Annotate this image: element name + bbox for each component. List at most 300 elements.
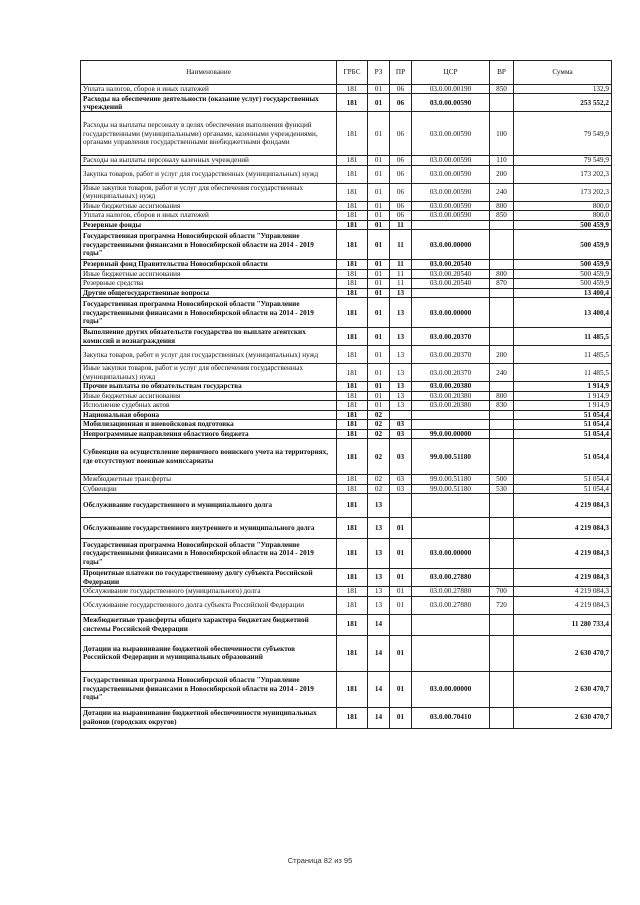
- cell-pr: 01: [390, 596, 412, 614]
- table-row: [81, 614, 612, 635]
- cell-vr: 530: [490, 484, 514, 493]
- cell-name: Субвенции на осуществление первичного воинского учета на территориях, где отсутствуют военные комиссариаты: [81, 439, 337, 475]
- cell-name: Обслуживание государственного и муниципального долга: [81, 494, 337, 518]
- cell-pr: 11: [390, 230, 412, 260]
- cell-csr: 03.0.00.00590: [412, 94, 490, 112]
- cell-name: Непрограммные направления областного бюджета: [81, 429, 337, 438]
- cell-sum: 4 219 084,3: [514, 518, 612, 539]
- cell-csr: 03.0.00.20380: [412, 382, 490, 391]
- cell-csr: 03.0.00.20370: [412, 346, 490, 364]
- cell-pr: 13: [390, 328, 412, 346]
- cell-grbs: 181: [337, 201, 368, 210]
- cell-vr: 200: [490, 165, 514, 183]
- cell-sum: 11 280 733,4: [514, 614, 612, 635]
- budget-table-sheet: [80, 60, 611, 729]
- cell-rz: 01: [368, 94, 390, 112]
- cell-vr: 830: [490, 401, 514, 410]
- cell-pr: 11: [390, 269, 412, 278]
- table-row: [81, 346, 612, 364]
- cell-name: Уплата налогов, сборов и иных платежей: [81, 85, 337, 94]
- cell-csr: 03.0.00.20380: [412, 391, 490, 400]
- table-row: [81, 288, 612, 297]
- cell-rz: 14: [368, 614, 390, 635]
- cell-vr: 100: [490, 112, 514, 156]
- cell-name: Резервные фонды: [81, 220, 337, 229]
- table-row: [81, 439, 612, 475]
- table-row: [81, 401, 612, 410]
- cell-vr: 200: [490, 346, 514, 364]
- cell-pr: 13: [390, 382, 412, 391]
- cell-sum: 253 552,2: [514, 94, 612, 112]
- cell-rz: 02: [368, 439, 390, 475]
- cell-sum: 500 459,9: [514, 230, 612, 260]
- cell-vr: [490, 439, 514, 475]
- cell-name: Расходы на выплаты персоналу в целях обеспечения выполнения функций государственными (муниципальными) органами, казенными учреждениями, органами управления государственными внебюджетными фондами: [81, 112, 337, 156]
- cell-sum: 79 549,9: [514, 156, 612, 165]
- cell-rz: 01: [368, 269, 390, 278]
- cell-pr: 03: [390, 475, 412, 484]
- cell-sum: 500 459,9: [514, 269, 612, 278]
- cell-pr: 01: [390, 635, 412, 671]
- cell-vr: [490, 539, 514, 569]
- cell-vr: 850: [490, 85, 514, 94]
- cell-pr: 03: [390, 429, 412, 438]
- cell-grbs: 181: [337, 220, 368, 229]
- header-name: Наименование: [81, 61, 337, 85]
- cell-name: Расходы на выплаты персоналу казенных учреждений: [81, 156, 337, 165]
- cell-name: Иные бюджетные ассигнования: [81, 201, 337, 210]
- cell-grbs: 181: [337, 671, 368, 707]
- cell-vr: [490, 518, 514, 539]
- table-row: [81, 382, 612, 391]
- cell-vr: [490, 410, 514, 419]
- table-row: [81, 596, 612, 614]
- cell-sum: 132,9: [514, 85, 612, 94]
- cell-rz: 01: [368, 165, 390, 183]
- cell-name: Государственная программа Новосибирской области "Управление государственными финансами в Новосибирской области на 2014 - 2019 годы": [81, 539, 337, 569]
- cell-grbs: 181: [337, 279, 368, 288]
- cell-csr: 03.0.00.00000: [412, 539, 490, 569]
- table-row: [81, 635, 612, 671]
- cell-pr: 03: [390, 484, 412, 493]
- cell-rz: 01: [368, 112, 390, 156]
- cell-csr: [412, 518, 490, 539]
- header-sum: Сумма: [514, 61, 612, 85]
- cell-csr: [412, 420, 490, 429]
- cell-rz: 01: [368, 201, 390, 210]
- cell-grbs: 181: [337, 494, 368, 518]
- cell-sum: 2 630 470,7: [514, 671, 612, 707]
- cell-sum: 4 219 084,3: [514, 569, 612, 587]
- table-row: [81, 165, 612, 183]
- cell-rz: 01: [368, 391, 390, 400]
- cell-pr: 06: [390, 211, 412, 220]
- cell-name: Субвенции: [81, 484, 337, 493]
- cell-rz: 02: [368, 475, 390, 484]
- cell-csr: 03.0.00.00000: [412, 671, 490, 707]
- cell-csr: 03.0.00.00590: [412, 201, 490, 210]
- cell-rz: 14: [368, 671, 390, 707]
- cell-sum: 13 400,4: [514, 288, 612, 297]
- cell-pr: 06: [390, 183, 412, 201]
- cell-vr: 870: [490, 279, 514, 288]
- cell-vr: [490, 494, 514, 518]
- table-row: [81, 475, 612, 484]
- cell-name: Государственная программа Новосибирской области "Управление государственными финансами в Новосибирской области на 2014 - 2019 годы": [81, 298, 337, 328]
- cell-pr: 01: [390, 707, 412, 728]
- cell-name: Обслуживание государственного (муниципального) долга: [81, 587, 337, 596]
- cell-vr: [490, 298, 514, 328]
- cell-grbs: 181: [337, 288, 368, 297]
- table-row: [81, 364, 612, 382]
- table-row: [81, 671, 612, 707]
- cell-rz: 01: [368, 298, 390, 328]
- cell-pr: 03: [390, 439, 412, 475]
- cell-name: Государственная программа Новосибирской области "Управление государственными финансами в Новосибирской области на 2014 - 2019 годы": [81, 230, 337, 260]
- cell-pr: [390, 494, 412, 518]
- cell-sum: 500 459,9: [514, 220, 612, 229]
- cell-grbs: 181: [337, 475, 368, 484]
- cell-sum: 4 219 084,3: [514, 587, 612, 596]
- cell-name: Межбюджетные трансферты: [81, 475, 337, 484]
- cell-grbs: 181: [337, 112, 368, 156]
- cell-name: Иные бюджетные ассигнования: [81, 269, 337, 278]
- cell-sum: 1 914,9: [514, 382, 612, 391]
- cell-name: Уплата налогов, сборов и иных платежей: [81, 211, 337, 220]
- table-row: [81, 429, 612, 438]
- cell-sum: 500 459,9: [514, 279, 612, 288]
- cell-rz: 02: [368, 410, 390, 419]
- cell-sum: 11 485,5: [514, 364, 612, 382]
- cell-sum: 800,0: [514, 211, 612, 220]
- cell-csr: 03.0.00.20380: [412, 401, 490, 410]
- cell-pr: 06: [390, 112, 412, 156]
- cell-vr: [490, 707, 514, 728]
- cell-name: Национальная оборона: [81, 410, 337, 419]
- cell-vr: 240: [490, 183, 514, 201]
- cell-csr: 99.0.00.00000: [412, 429, 490, 438]
- cell-rz: 01: [368, 85, 390, 94]
- cell-rz: 02: [368, 484, 390, 493]
- table-row: [81, 156, 612, 165]
- cell-name: Иные закупки товаров, работ и услуг для обеспечения государственных (муниципальных) нужд: [81, 364, 337, 382]
- cell-csr: 99.0.00.51180: [412, 475, 490, 484]
- cell-name: Расходы на обеспечение деятельности (оказание услуг) государственных учреждений: [81, 94, 337, 112]
- table-row: [81, 201, 612, 210]
- cell-grbs: 181: [337, 346, 368, 364]
- cell-rz: 01: [368, 346, 390, 364]
- cell-pr: 01: [390, 539, 412, 569]
- cell-sum: 4 219 084,3: [514, 539, 612, 569]
- table-row: [81, 420, 612, 429]
- cell-rz: 13: [368, 596, 390, 614]
- table-row: [81, 279, 612, 288]
- cell-rz: 01: [368, 230, 390, 260]
- cell-pr: 01: [390, 587, 412, 596]
- cell-vr: [490, 429, 514, 438]
- cell-pr: 13: [390, 346, 412, 364]
- header-grbs: ГРБС: [337, 61, 368, 85]
- table-row: [81, 298, 612, 328]
- cell-pr: 01: [390, 671, 412, 707]
- cell-grbs: 181: [337, 211, 368, 220]
- cell-grbs: 181: [337, 298, 368, 328]
- cell-rz: 01: [368, 364, 390, 382]
- cell-sum: 1 914,9: [514, 401, 612, 410]
- cell-name: Межбюджетные трансферты общего характера бюджетам бюджетной системы Российской Федерации: [81, 614, 337, 635]
- cell-vr: [490, 328, 514, 346]
- cell-rz: 01: [368, 183, 390, 201]
- cell-pr: 11: [390, 260, 412, 269]
- cell-rz: 01: [368, 211, 390, 220]
- cell-pr: 01: [390, 518, 412, 539]
- cell-grbs: 181: [337, 429, 368, 438]
- cell-sum: 13 400,4: [514, 298, 612, 328]
- cell-sum: 51 054,4: [514, 475, 612, 484]
- cell-csr: 03.0.00.00000: [412, 298, 490, 328]
- header-csr: ЦСР: [412, 61, 490, 85]
- table-row: [81, 230, 612, 260]
- cell-pr: 13: [390, 364, 412, 382]
- cell-rz: 01: [368, 382, 390, 391]
- table-row: [81, 569, 612, 587]
- cell-csr: 03.0.00.00590: [412, 112, 490, 156]
- cell-grbs: 181: [337, 156, 368, 165]
- cell-rz: 13: [368, 539, 390, 569]
- cell-grbs: 181: [337, 85, 368, 94]
- cell-rz: 01: [368, 156, 390, 165]
- table-row: [81, 328, 612, 346]
- table-body: [81, 85, 612, 729]
- cell-vr: 800: [490, 201, 514, 210]
- header-pr: ПР: [390, 61, 412, 85]
- cell-csr: 03.0.00.00590: [412, 183, 490, 201]
- cell-rz: 01: [368, 279, 390, 288]
- cell-rz: 01: [368, 220, 390, 229]
- cell-name: Резервный фонд Правительства Новосибирской области: [81, 260, 337, 269]
- cell-pr: 13: [390, 288, 412, 297]
- cell-name: Резервные средства: [81, 279, 337, 288]
- cell-pr: 06: [390, 94, 412, 112]
- cell-grbs: 181: [337, 328, 368, 346]
- cell-name: Закупка товаров, работ и услуг для государственных (муниципальных) нужд: [81, 346, 337, 364]
- cell-grbs: 181: [337, 230, 368, 260]
- cell-csr: 03.0.00.00590: [412, 156, 490, 165]
- table-row: [81, 707, 612, 728]
- cell-vr: [490, 569, 514, 587]
- cell-vr: [490, 288, 514, 297]
- cell-rz: 13: [368, 587, 390, 596]
- cell-grbs: 181: [337, 587, 368, 596]
- header-vr: ВР: [490, 61, 514, 85]
- cell-vr: 500: [490, 475, 514, 484]
- cell-sum: 51 054,4: [514, 420, 612, 429]
- cell-sum: 2 630 470,7: [514, 635, 612, 671]
- cell-name: Закупка товаров, работ и услуг для государственных (муниципальных) нужд: [81, 165, 337, 183]
- cell-sum: 4 219 084,3: [514, 494, 612, 518]
- cell-sum: 173 202,3: [514, 183, 612, 201]
- cell-csr: [412, 410, 490, 419]
- cell-sum: 51 054,4: [514, 410, 612, 419]
- cell-name: Обслуживание государственного долга субъекта Российской Федерации: [81, 596, 337, 614]
- cell-name: Мобилизационная и вневойсковая подготовка: [81, 420, 337, 429]
- cell-csr: 03.0.00.27880: [412, 587, 490, 596]
- cell-csr: [412, 494, 490, 518]
- cell-grbs: 181: [337, 596, 368, 614]
- table-row: [81, 410, 612, 419]
- cell-sum: 2 630 470,7: [514, 707, 612, 728]
- cell-csr: [412, 614, 490, 635]
- cell-csr: 03.0.00.00590: [412, 211, 490, 220]
- cell-name: Процентные платежи по государственному долгу субъекта Российской Федерации: [81, 569, 337, 587]
- cell-vr: [490, 420, 514, 429]
- cell-vr: [490, 260, 514, 269]
- cell-pr: 13: [390, 298, 412, 328]
- cell-name: Иные закупки товаров, работ и услуг для обеспечения государственных (муниципальных) нужд: [81, 183, 337, 201]
- cell-name: Исполнение судебных актов: [81, 401, 337, 410]
- cell-sum: 173 202,3: [514, 165, 612, 183]
- table-row: [81, 183, 612, 201]
- cell-pr: 13: [390, 391, 412, 400]
- cell-pr: 06: [390, 201, 412, 210]
- cell-rz: 13: [368, 569, 390, 587]
- table-row: [81, 112, 612, 156]
- table-row: [81, 85, 612, 94]
- cell-rz: 01: [368, 260, 390, 269]
- cell-grbs: 181: [337, 382, 368, 391]
- cell-vr: [490, 230, 514, 260]
- cell-csr: 03.0.00.27880: [412, 596, 490, 614]
- cell-sum: 11 485,5: [514, 328, 612, 346]
- cell-pr: 06: [390, 85, 412, 94]
- cell-vr: 800: [490, 269, 514, 278]
- cell-csr: [412, 220, 490, 229]
- cell-pr: [390, 410, 412, 419]
- cell-sum: 11 485,5: [514, 346, 612, 364]
- cell-grbs: 181: [337, 260, 368, 269]
- cell-grbs: 181: [337, 569, 368, 587]
- cell-name: Дотации на выравнивание бюджетной обеспеченности муниципальных районов (городских округов): [81, 707, 337, 728]
- cell-rz: 13: [368, 518, 390, 539]
- cell-vr: [490, 635, 514, 671]
- cell-grbs: 181: [337, 707, 368, 728]
- header-rz: РЗ: [368, 61, 390, 85]
- cell-csr: 03.0.00.20540: [412, 269, 490, 278]
- cell-sum: 79 549,9: [514, 112, 612, 156]
- cell-rz: 14: [368, 707, 390, 728]
- cell-name: Дотации на выравнивание бюджетной обеспеченности субъектов Российской Федерации и муниципальных образований: [81, 635, 337, 671]
- cell-pr: 06: [390, 165, 412, 183]
- cell-pr: 03: [390, 420, 412, 429]
- cell-sum: 4 219 084,3: [514, 596, 612, 614]
- cell-rz: 02: [368, 420, 390, 429]
- cell-sum: 51 054,4: [514, 429, 612, 438]
- cell-sum: 1 914,9: [514, 391, 612, 400]
- cell-vr: 240: [490, 364, 514, 382]
- page-number: Страница 82 из 95: [287, 856, 353, 865]
- cell-vr: 720: [490, 596, 514, 614]
- cell-vr: 700: [490, 587, 514, 596]
- cell-csr: 99.0.00.51180: [412, 484, 490, 493]
- table-row: [81, 269, 612, 278]
- cell-pr: 11: [390, 279, 412, 288]
- cell-grbs: 181: [337, 420, 368, 429]
- cell-grbs: 181: [337, 269, 368, 278]
- table-row: [81, 484, 612, 493]
- cell-csr: [412, 288, 490, 297]
- cell-rz: 01: [368, 401, 390, 410]
- table-row: [81, 94, 612, 112]
- cell-sum: 500 459,9: [514, 260, 612, 269]
- cell-csr: [412, 635, 490, 671]
- cell-grbs: 181: [337, 614, 368, 635]
- cell-grbs: 181: [337, 484, 368, 493]
- cell-pr: 11: [390, 220, 412, 229]
- cell-grbs: 181: [337, 94, 368, 112]
- cell-rz: 13: [368, 494, 390, 518]
- cell-csr: 03.0.00.20370: [412, 364, 490, 382]
- cell-grbs: 181: [337, 364, 368, 382]
- cell-csr: 03.0.00.00000: [412, 230, 490, 260]
- cell-pr: 01: [390, 569, 412, 587]
- cell-name: Иные бюджетные ассигнования: [81, 391, 337, 400]
- cell-sum: 800,0: [514, 201, 612, 210]
- cell-grbs: 181: [337, 518, 368, 539]
- cell-vr: 850: [490, 211, 514, 220]
- cell-pr: 06: [390, 156, 412, 165]
- cell-csr: 03.0.00.00190: [412, 85, 490, 94]
- table-row: [81, 518, 612, 539]
- cell-name: Обслуживание государственного внутреннего и муниципального долга: [81, 518, 337, 539]
- cell-grbs: 181: [337, 439, 368, 475]
- table-row: [81, 391, 612, 400]
- cell-grbs: 181: [337, 410, 368, 419]
- cell-pr: 13: [390, 401, 412, 410]
- cell-vr: 110: [490, 156, 514, 165]
- cell-csr: 03.0.00.00590: [412, 165, 490, 183]
- cell-csr: 03.0.00.20540: [412, 260, 490, 269]
- cell-rz: 01: [368, 328, 390, 346]
- cell-name: Прочие выплаты по обязательствам государства: [81, 382, 337, 391]
- cell-vr: [490, 220, 514, 229]
- budget-table: [80, 60, 612, 729]
- table-header-row: [81, 61, 612, 85]
- cell-name: Другие общегосударственные вопросы: [81, 288, 337, 297]
- cell-grbs: 181: [337, 183, 368, 201]
- cell-vr: 800: [490, 391, 514, 400]
- cell-csr: 03.0.00.20370: [412, 328, 490, 346]
- cell-vr: [490, 614, 514, 635]
- cell-grbs: 181: [337, 391, 368, 400]
- cell-grbs: 181: [337, 539, 368, 569]
- table-row: [81, 220, 612, 229]
- cell-grbs: 181: [337, 401, 368, 410]
- cell-sum: 51 054,4: [514, 439, 612, 475]
- cell-grbs: 181: [337, 165, 368, 183]
- cell-csr: 03.0.00.27880: [412, 569, 490, 587]
- cell-pr: [390, 614, 412, 635]
- cell-name: Выполнение других обязательств государства по выплате агентских комиссий и вознаграждения: [81, 328, 337, 346]
- cell-grbs: 181: [337, 635, 368, 671]
- cell-csr: 99.0.00.51180: [412, 439, 490, 475]
- table-row: [81, 494, 612, 518]
- cell-rz: 02: [368, 429, 390, 438]
- table-row: [81, 260, 612, 269]
- table-row: [81, 539, 612, 569]
- cell-rz: 14: [368, 635, 390, 671]
- cell-sum: 51 054,4: [514, 484, 612, 493]
- cell-name: Государственная программа Новосибирской области "Управление государственными финансами в Новосибирской области на 2014 - 2019 годы": [81, 671, 337, 707]
